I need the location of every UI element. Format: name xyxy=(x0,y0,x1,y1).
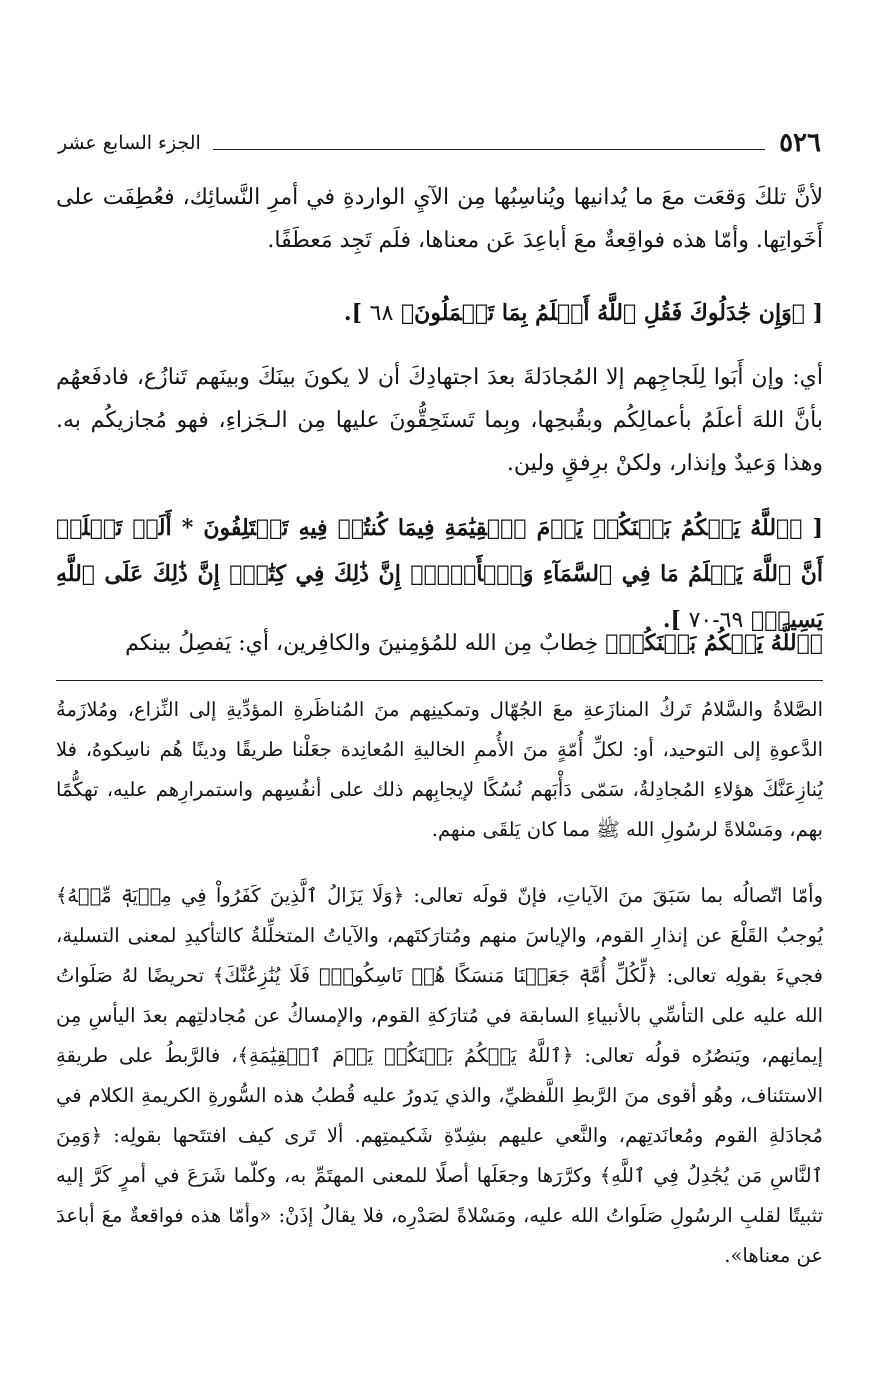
paragraph-3 xyxy=(56,622,823,667)
footnote-paragraph-1: الصَّلاةُ والسَّلامُ تَركُ المنازَعةِ معَ الجُهّال وتمكينِهم منَ المُناظَرةِ المؤدِّيةِ إلى النِّزاع، ومُلازَمةُ الدَّعوةِ إلى التوحيد، أو: لكلِّ أُمّةٍ منَ الأُممِ الخاليةِ المُعانِدة جعَلْنا طريقًا ودينًا هُم ناسِكوهُ، فلا يُنازِعَنَّكَ هؤلاءِ المُجادِلةُ، سَمّى دَأْبَهم نُسُكًا لإيجابِهم ذلك على أنفُسِهم واستمرارِهم عليه، تهكُّمًا بهم، ومَسْلاةً لرسُولِ الله ﷺ مما كان يَلقَى منهم. xyxy=(56,698,823,841)
page-number: ٥٢٦ xyxy=(779,128,821,158)
verse-close-bracket: ]. xyxy=(343,300,362,326)
running-title: الجزء السابع عشر xyxy=(58,132,201,154)
verse-reference: ٦٨ xyxy=(369,301,394,326)
verse-open-bracket: [ xyxy=(812,515,823,541)
quran-quote: ﴿ٱللَّهُ يَحۡكُمُ بَيۡنَكُمۡ﴾ xyxy=(605,630,823,656)
paragraph-2: أي: وإن أَبَوا لِلَجاجِهم إلا المُجادَلةَ بعدَ اجتهادِكَ أن لا يكونَ بينَكَ وبينَهم تَنازُع، فادفَعهُم بأنَّ اللهَ أعلَمُ بأعمالِكُم وبقُبحِها، وبِما تَستَحِقُّونَ عليها مِن الـجَزاءِ، فهو مُجازيكُم به. وهذا وَعيدٌ وإنذار، ولكنْ برِفقٍ ولين. xyxy=(56,365,823,476)
verse-close-bracket: ]. xyxy=(662,607,681,633)
page-header xyxy=(58,118,821,158)
verse-text: ﴿ٱللَّهُ يَحۡكُمُ بَيۡنَكُمۡ يَوۡمَ ٱلۡقِيَٰمَةِ فِيمَا كُنتُمۡ فِيهِ تَخۡتَلِفُونَ * أَلَمۡ تَعۡلَمۡ أَنَّ ٱللَّهَ يَعۡلَمُ مَا فِي ٱلسَّمَآءِ وَٱلۡأَرۡضِۚ إِنَّ ذَٰلِكَ فِي كِتَٰبٍۚ إِنَّ ذَٰلِكَ عَلَى ٱللَّهِ يَسِيرٞ﴾ xyxy=(56,515,824,633)
paragraph-1: لأنَّ تلكَ وَقعَت معَ ما يُدانيها ويُناسِبُها مِن الآيِ الواردةِ في أمرِ النَّسائِك، فعُطِفَت على أَخَواتِها. وأمّا هذه فواقِعةٌ معَ أباعِدَ عَن معناها، فلَم تَجِد مَعطَفًا. xyxy=(56,185,823,253)
paragraph-3-text: خِطابٌ مِن الله للمُؤمِنينَ والكافِرين، أي: يَفصِلُ بينكم xyxy=(125,631,599,656)
footnote-paragraph-2: وأمّا اتّصالُه بما سَبَقَ منَ الآياتِ، فإنّ قولَه تعالى: ﴿وَلَا يَزَالُ ٱلَّذِينَ كَفَرُواْ فِي مِرۡيَةٖ مِّنۡهُ﴾ يُوجبُ القَلْعَ عن إنذارِ القوم، والإياسَ منهم ومُتارَكتَهم، والآياتُ المتخلِّلةُ كالتأكيدِ لمعنى التسلية، فجيءَ بقولِه تعالى: ﴿لِّكُلِّ أُمَّةٖ جَعَلۡنَا مَنسَكًا هُمۡ نَاسِكُوهُۖ فَلَا يُنَٰزِعُنَّكَ﴾ تحريضًا لهُ صَلَواتُ الله عليه على التأسِّي بالأنبياءِ السابقة في مُتارَكةِ القوم، والإمساكُ عن مُجادلتِهم بعدَ اليأسِ مِن إيمانِهم، ويَنصُرُه قولُه تعالى: ﴿ٱللَّهُ يَحۡكُمُ بَيۡنَكُمۡ يَوۡمَ ٱلۡقِيَٰمَةِ﴾، فالرَّبطُ على طريقةِ الاستئناف، وهُو أقوى منَ الرَّبطِ اللَّفظيِّ، والذي يَدورُ عليه قُطبُ هذه السُّورةِ الكريمةِ الكلام في مُجادَلةِ القوم ومُعانَدتِهم، والنَّعي عليهم بشِدّةِ شَكيمتِهم. ألا تَرى كيف افتتَحها بقولِه: ﴿وَمِنَ ٱلنَّاسِ مَن يُجَٰدِلُ فِي ٱللَّهِ﴾ وكرَّرَها وجعَلَها أصلًا للمعنى المهتَمِّ به، وكلّما شَرَعَ في أمرٍ كَرَّ إليه تثبيتًا لقلبِ الرسُولِ صَلَواتُ الله عليه، ومَسْلاةً لصَدْرِه، فلا يقالُ إذَنْ: «وأمّا هذه فواقعةٌ معَ أباعدَ عن معناها». xyxy=(56,884,823,1267)
verse-block-2 xyxy=(56,505,824,633)
verse-block-1 xyxy=(56,290,823,338)
verse-open-bracket: [ xyxy=(812,300,823,326)
footnote-divider xyxy=(56,680,823,681)
header-rule xyxy=(213,149,765,150)
verse-reference: ٦٩-٧٠ xyxy=(688,608,744,633)
verse-text: ﴿وَإِن جَٰدَلُوكَ فَقُلِ ٱللَّهُ أَعۡلَمُ بِمَا تَعۡمَلُونَ﴾ xyxy=(400,300,805,326)
